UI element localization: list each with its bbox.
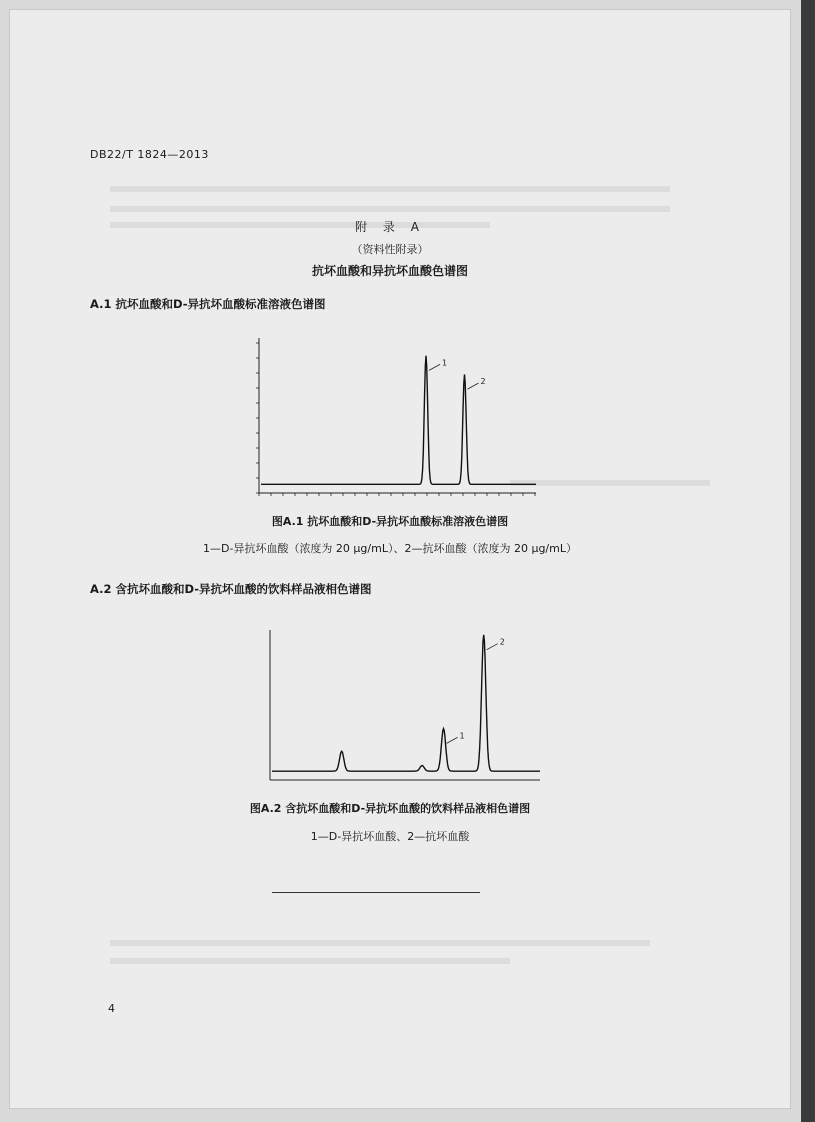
page-number: 4	[108, 1002, 115, 1015]
appendix-type: （资料性附录）	[351, 243, 429, 256]
standard-code: DB22/T 1824—2013	[90, 148, 209, 161]
scan-edge	[801, 0, 815, 1122]
peak-label: 2	[499, 637, 505, 647]
appendix-name: 抗坏血酸和异抗坏血酸色谱图	[311, 264, 468, 278]
peak-label: 2	[480, 377, 486, 387]
section-heading-a2: A.2 含抗坏血酸和D-异抗坏血酸的饮料样品液相色谱图	[90, 582, 372, 596]
bleed-through-line	[110, 186, 670, 192]
peak-labels	[429, 358, 486, 389]
chromatogram-a1	[236, 333, 546, 505]
figure-caption-a2: 图A.2 含抗坏血酸和D-异抗坏血酸的饮料样品液相色谱图	[249, 802, 531, 815]
bleed-through-line	[110, 206, 670, 212]
bleed-through-line	[110, 958, 510, 964]
chromatogram-trace	[272, 635, 540, 771]
appendix-title: 附 录 A	[355, 220, 425, 234]
peak-leader	[468, 383, 479, 389]
peak-leader	[487, 644, 498, 650]
section-heading-a1: A.1 抗坏血酸和D-异抗坏血酸标准溶液色谱图	[90, 297, 326, 311]
figure-legend-a1: 1—D-异抗坏血酸（浓度为 20 μg/mL）、2—抗坏血酸（浓度为 20 μg/mL）	[203, 542, 577, 555]
peak-labels	[447, 638, 505, 744]
chromatogram-trace	[261, 356, 536, 485]
figure-caption-a1: 图A.1 抗坏血酸和D-异抗坏血酸标准溶液色谱图	[271, 515, 509, 528]
peak-label: 1	[442, 358, 448, 368]
peak-leader	[447, 737, 458, 743]
end-rule	[272, 892, 480, 893]
chromatogram-a2	[250, 620, 550, 790]
peak-label: 1	[459, 731, 465, 741]
peak-leader	[429, 364, 440, 370]
document-page	[10, 10, 790, 1108]
bleed-through-line	[110, 940, 650, 946]
figure-legend-a2: 1—D-异抗坏血酸、2—抗坏血酸	[310, 830, 470, 843]
